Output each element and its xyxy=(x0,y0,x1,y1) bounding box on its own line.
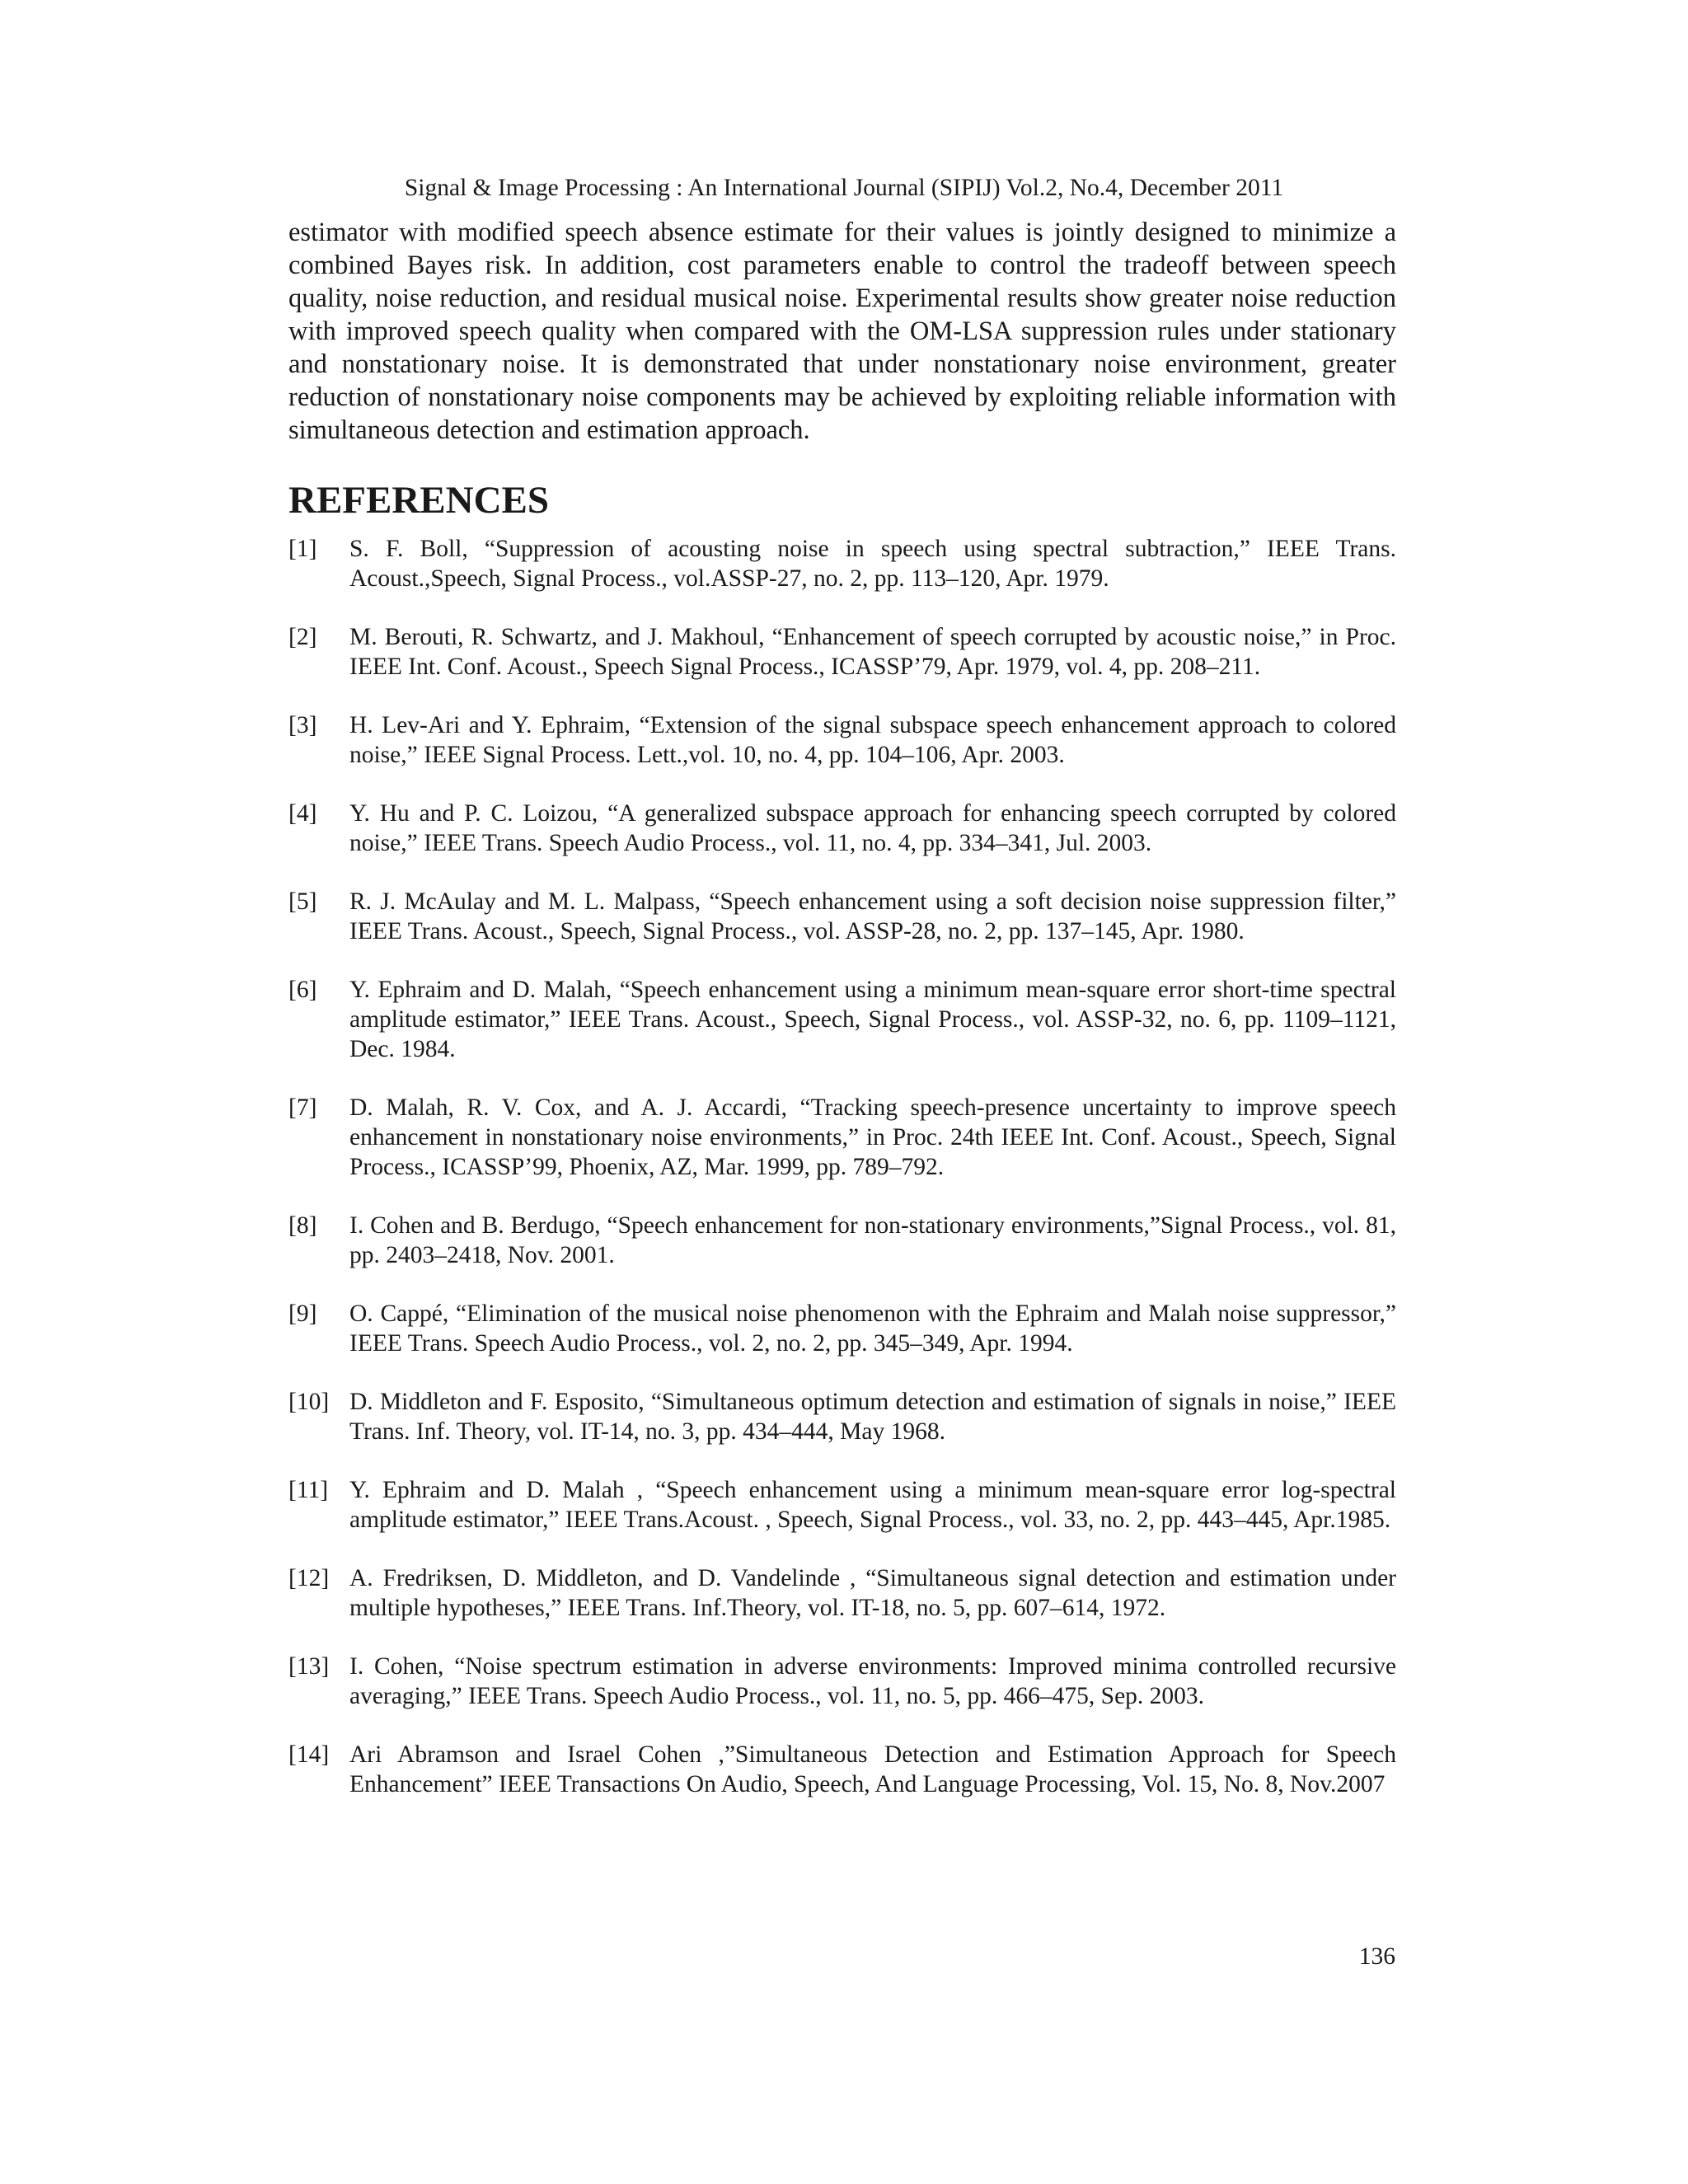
reference-item xyxy=(288,1475,1396,1535)
reference-text: Ari Abramson and Israel Cohen ,”Simultaneous Detection and Estimation Approach for Speech Enhancement” IEEE Transactions On Audio, Speech, And Language Processing, Vol. 15, No. 8, Nov.2007 xyxy=(349,1741,1396,1797)
reference-item xyxy=(288,799,1396,858)
reference-text: D. Middleton and F. Esposito, “Simultaneous optimum detection and estimation of signals in noise,” IEEE Trans. Inf. Theory, vol. IT-14, no. 3, pp. 434–444, May 1968. xyxy=(349,1389,1396,1445)
reference-number: [11] xyxy=(288,1477,329,1503)
reference-text: Y. Ephraim and D. Malah , “Speech enhancement using a minimum mean-square error log-spectral amplitude estimator,” IEEE Trans.Acoust. , Speech, Signal Process., vol. 33, no. 2, pp. 443–445, Apr.1985. xyxy=(349,1477,1396,1533)
reference-number: [10] xyxy=(288,1389,330,1415)
reference-number: [8] xyxy=(288,1212,317,1239)
reference-text: Y. Ephraim and D. Malah, “Speech enhancement using a minimum mean-square error short-time spectral amplitude estimator,” IEEE Trans. Acoust., Speech, Signal Process., vol. ASSP-32, no. 6, pp. 1109–1121, Dec. 1984. xyxy=(349,977,1396,1062)
reference-number: [12] xyxy=(288,1565,330,1591)
reference-item xyxy=(288,1652,1396,1711)
reference-text: Y. Hu and P. C. Loizou, “A generalized subspace approach for enhancing speech corrupted by colored noise,” IEEE Trans. Speech Audio Process., vol. 11, no. 4, pp. 334–341, Jul. 2003. xyxy=(349,800,1396,856)
body-paragraph: estimator with modified speech absence estimate for their values is jointly designed to minimize a combined Bayes risk. In addition, cost parameters enable to control the tradeoff between speech quality, noise reduction, and residual musical noise. Experimental results show greater noise reduction with improved speech quality when compared with the OM-LSA suppression rules under stationary and nonstationary noise. It is demonstrated that under nonstationary noise environment, greater reduction of nonstationary noise components may be achieved by exploiting reliable information with simultaneous detection and estimation approach. xyxy=(288,218,1396,445)
reference-text: O. Cappé, “Elimination of the musical noise phenomenon with the Ephraim and Malah noise suppressor,” IEEE Trans. Speech Audio Process., vol. 2, no. 2, pp. 345–349, Apr. 1994. xyxy=(349,1301,1396,1357)
reference-number: [6] xyxy=(288,977,317,1003)
reference-number: [5] xyxy=(288,888,317,915)
reference-text: I. Cohen and B. Berdugo, “Speech enhancement for non-stationary environments,”Signal Process., vol. 81, pp. 2403–2418, Nov. 2001. xyxy=(349,1212,1396,1268)
reference-number: [7] xyxy=(288,1094,317,1121)
reference-item xyxy=(288,1387,1396,1446)
reference-item xyxy=(288,975,1396,1064)
reference-number: [3] xyxy=(288,712,317,738)
reference-item xyxy=(288,1299,1396,1358)
reference-item xyxy=(288,1211,1396,1270)
reference-item xyxy=(288,1093,1396,1182)
reference-text: M. Berouti, R. Schwartz, and J. Makhoul, “Enhancement of speech corrupted by acoustic noise,” in Proc. IEEE Int. Conf. Acoust., Speech Signal Process., ICASSP’79, Apr. 1979, vol. 4, pp. 208–211. xyxy=(349,624,1396,680)
reference-item xyxy=(288,622,1396,682)
reference-item xyxy=(288,534,1396,593)
reference-number: [2] xyxy=(288,624,317,650)
references-heading: REFERENCES xyxy=(288,479,550,522)
reference-item xyxy=(288,1563,1396,1623)
reference-number: [9] xyxy=(288,1301,317,1327)
running-header: Signal & Image Processing : An International Journal (SIPIJ) Vol.2, No.4, December 2011 xyxy=(404,175,1284,201)
reference-number: [14] xyxy=(288,1741,330,1768)
reference-number: [13] xyxy=(288,1653,330,1680)
reference-text: D. Malah, R. V. Cox, and A. J. Accardi, “Tracking speech-presence uncertainty to improve speech enhancement in nonstationary noise environments,” in Proc. 24th IEEE Int. Conf. Acoust., Speech, Signal Process., ICASSP’99, Phoenix, AZ, Mar. 1999, pp. 789–792. xyxy=(349,1094,1396,1180)
page-number: 136 xyxy=(1358,1943,1395,1970)
reference-item xyxy=(288,710,1396,770)
reference-number: [1] xyxy=(288,536,317,562)
reference-text: R. J. McAulay and M. L. Malpass, “Speech enhancement using a soft decision noise suppression filter,” IEEE Trans. Acoust., Speech, Signal Process., vol. ASSP-28, no. 2, pp. 137–145, Apr. 1980. xyxy=(349,888,1396,944)
reference-text: S. F. Boll, “Suppression of acousting noise in speech using spectral subtraction,” IEEE Trans. Acoust.,Speech, Signal Process., vol.ASSP-27, no. 2, pp. 113–120, Apr. 1979. xyxy=(349,536,1396,592)
reference-text: H. Lev-Ari and Y. Ephraim, “Extension of the signal subspace speech enhancement approach to colored noise,” IEEE Signal Process. Lett.,vol. 10, no. 4, pp. 104–106, Apr. 2003. xyxy=(349,712,1396,768)
reference-item xyxy=(288,1740,1396,1799)
reference-list xyxy=(288,534,1396,1799)
reference-number: [4] xyxy=(288,800,317,827)
reference-text: I. Cohen, “Noise spectrum estimation in adverse environments: Improved minima controlled recursive averaging,” IEEE Trans. Speech Audio Process., vol. 11, no. 5, pp. 466–475, Sep. 2003. xyxy=(349,1653,1396,1709)
reference-item xyxy=(288,887,1396,946)
reference-text: A. Fredriksen, D. Middleton, and D. Vandelinde , “Simultaneous signal detection and estimation under multiple hypotheses,” IEEE Trans. Inf.Theory, vol. IT-18, no. 5, pp. 607–614, 1972. xyxy=(349,1565,1396,1621)
page-content xyxy=(288,216,1396,1828)
